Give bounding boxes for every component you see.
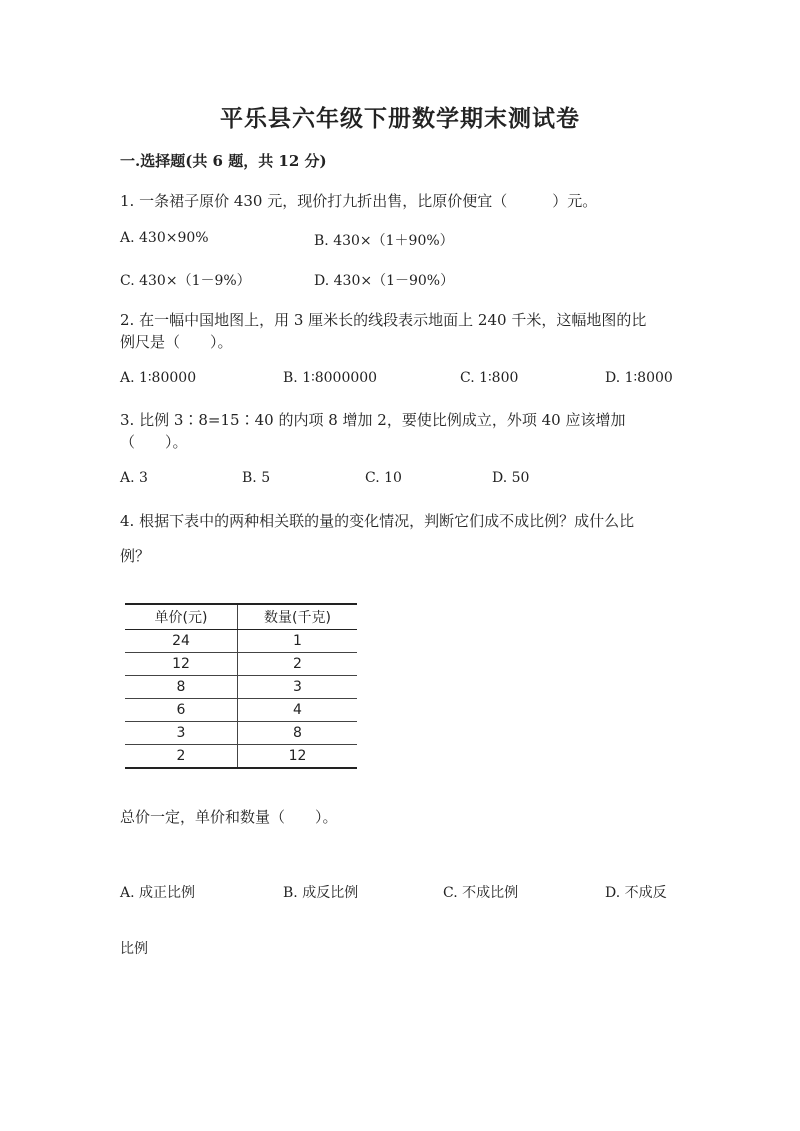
table-cell-quantity: 8 — [238, 722, 358, 745]
table-header-unit-price: 单价(元) — [125, 604, 238, 630]
table-cell-unit-price: 3 — [125, 722, 238, 745]
question-1-text: 1. 一条裙子原价 430 元，现价打九折出售，比原价便宜（ ）元。 — [120, 192, 598, 210]
table-cell-unit-price: 8 — [125, 676, 238, 699]
price-quantity-table — [125, 603, 357, 769]
table-row — [125, 745, 357, 769]
table-cell-unit-price: 12 — [125, 653, 238, 676]
question-1-option-c: C. 430×（1－9%） — [120, 273, 251, 289]
table-cell-quantity: 3 — [238, 676, 358, 699]
question-3-option-b: B. 5 — [242, 470, 271, 486]
table-cell-unit-price: 2 — [125, 745, 238, 769]
table-cell-quantity: 2 — [238, 653, 358, 676]
question-4-option-d: D. 不成反 — [605, 885, 667, 901]
page-title: 平乐县六年级下册数学期末测试卷 — [220, 105, 580, 132]
question-3-option-a: A. 3 — [120, 470, 148, 486]
table-row — [125, 722, 357, 745]
table-cell-unit-price: 6 — [125, 699, 238, 722]
question-3-line-2: （ ）。 — [120, 433, 188, 451]
question-1-option-d: D. 430×（1－90%） — [314, 273, 455, 289]
question-2-option-d: D. 1∶8000 — [605, 370, 673, 386]
table-cell-quantity: 4 — [238, 699, 358, 722]
table-row — [125, 630, 357, 653]
question-1-option-a: A. 430×90% — [120, 230, 209, 246]
table-row — [125, 653, 357, 676]
table-row — [125, 699, 357, 722]
question-4-option-d-continuation: 比例 — [120, 941, 148, 957]
table-header-quantity: 数量(千克) — [238, 604, 358, 630]
question-3-line-1: 3. 比例 3∶8=15∶40 的内项 8 增加 2，要使比例成立，外项 40 应该增加 — [120, 411, 626, 429]
question-3-option-d: D. 50 — [492, 470, 530, 486]
table-cell-quantity: 1 — [238, 630, 358, 653]
table-cell-unit-price: 24 — [125, 630, 238, 653]
question-4-option-c: C. 不成比例 — [443, 885, 519, 901]
question-4-option-b: B. 成反比例 — [283, 885, 359, 901]
question-1-option-b: B. 430×（1＋90%） — [314, 233, 454, 249]
table-cell-quantity: 12 — [238, 745, 358, 769]
question-3-option-c: C. 10 — [365, 470, 402, 486]
question-2-option-a: A. 1∶80000 — [120, 370, 197, 386]
question-2-line-1: 2. 在一幅中国地图上，用 3 厘米长的线段表示地面上 240 千米，这幅地图的比 — [120, 311, 647, 329]
question-4-line-2: 例？ — [120, 547, 151, 565]
question-2-line-2: 例尺是（ ）。 — [120, 333, 233, 351]
question-2-option-c: C. 1∶800 — [460, 370, 519, 386]
question-4-line-1: 4. 根据下表中的两种相关联的量的变化情况，判断它们成不成比例？成什么比 — [120, 512, 635, 530]
table-header-row — [125, 604, 357, 630]
question-2-option-b: B. 1∶8000000 — [283, 370, 378, 386]
section-heading: 一.选择题(共 6 题，共 12 分) — [120, 152, 327, 170]
question-4-option-a: A. 成正比例 — [120, 885, 196, 901]
table-row — [125, 676, 357, 699]
question-4-prompt: 总价一定，单价和数量（ ）。 — [120, 808, 338, 826]
